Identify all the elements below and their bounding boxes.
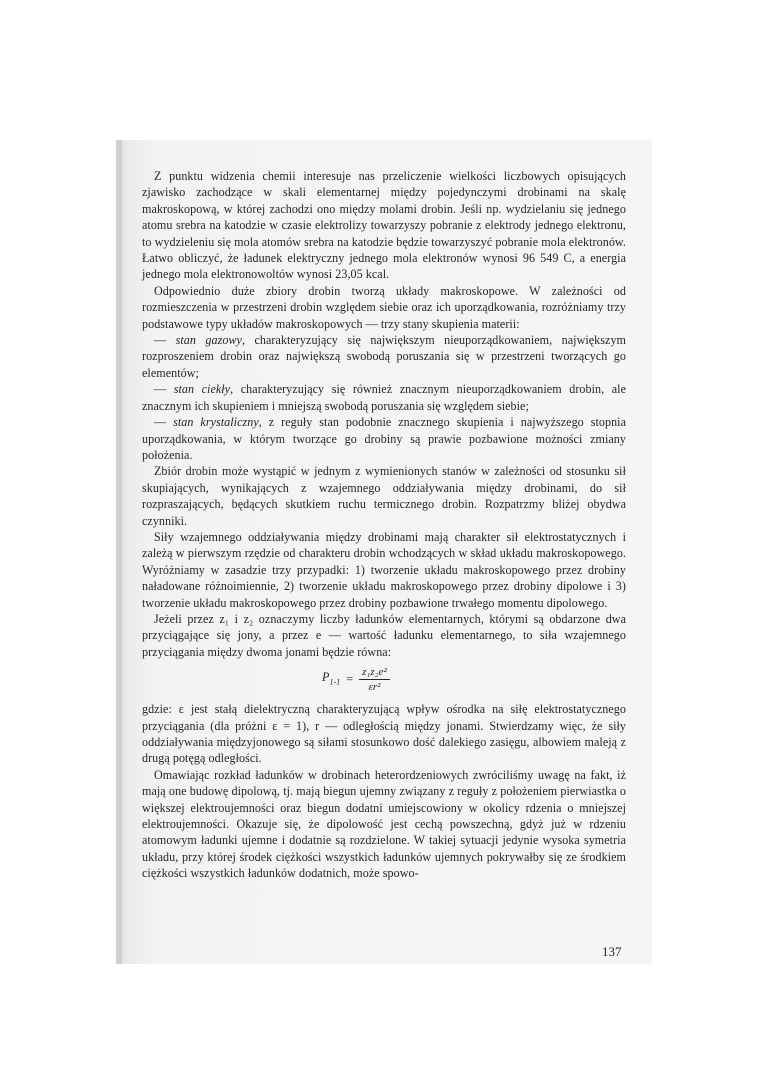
paragraph: Zbiór drobin może wystąpić w jednym z wymienionych stanów w zależności od stosunku sił skupiających, wynikających z wzajemnego oddziaływania między drobinami, do sił rozpraszających, będących skutkiem ruchu termicznego drobin. Rozpatrzmy bliżej obydwa czynniki.	[142, 464, 626, 528]
state-description: , charakteryzujący się również znacznym nieuporządkowaniem drobin, ale znacznym ich skupieniem i mniejszą swobodą poruszania się względem siebie;	[142, 382, 626, 413]
page-binding-shadow	[116, 140, 122, 964]
paragraph: gdzie: ε jest stałą dielektryczną charakteryzującą wpływ ośrodka na siłę elektrostatycznego przyciągania (dla próżni ε = 1), r — odległością między jonami. Stwierdzamy więc, że siły oddziaływania międzyjonowego są siłami stosunkowo dość dalekiego zasięgu, albowiem maleją z drugą potęgą odległości.	[142, 702, 626, 766]
state-description: , charakteryzujący się największym nieuporządkowaniem, największym rozproszeniem drobin oraz największą swobodą poruszania się w przestrzeni tworzących go elementów;	[142, 333, 627, 380]
formula-denominator: εr²	[368, 681, 381, 694]
state-description: , z reguły stan podobnie znacznego skupienia i najwyższego stopnia uporządkowania, w którym tworzące go drobiny są prawie pozbawione możności zmiany położenia.	[142, 415, 626, 462]
paragraph: Siły wzajemnego oddziaływania między drobinami mają charakter sił elektrostatycznych i zależą w pierwszym rzędzie od charakteru drobin wchodzących w skład układu makroskopowego. Wyróżniamy w zasadzie trzy przypadki: 1) tworzenie układu makroskopowego przez drobiny naładowane różnoimiennie, 2) tworzenie układu makroskopowego przez drobiny dipolowe i 3) tworzenie układu makroskopowego przez drobiny pozbawione trwałego momentu dipolowego.	[142, 529, 626, 610]
paragraph: Odpowiednio duże zbiory drobin tworzą układy makroskopowe. W zależności od rozmieszczenia w przestrzeni drobin względem siebie oraz ich uporządkowania, rozróżniamy trzy podstawowe typy układów makroskopowych — trzy stany skupienia materii:	[142, 283, 626, 331]
state-item-crystal: — stan krystaliczny, z reguły stan podobnie znacznego skupienia i najwyższego stopnia uporządkowania, w którym tworzące go drobiny są prawie pozbawione możności zmiany położenia.	[142, 415, 626, 462]
state-item-gas: — stan gazowy, charakteryzujący się największym nieuporządkowaniem, największym rozproszeniem drobin oraz największą swobodą poruszania się w przestrzeni tworzących go elementów;	[142, 333, 627, 380]
formula-lhs: $P_{1-1}$	[322, 669, 341, 687]
state-term: stan gazowy	[175, 333, 242, 348]
paragraph: Z punktu widzenia chemii interesuje nas przeliczenie wielkości liczbowych opisujących zjawisko zachodzące w skali elementarnej między pojedynczymi drobinami na skalę makroskopową, w której zachodzi ono między molami drobin. Jeśli np. wydzielaniu się jednego atomu srebra na katodzie w czasie elektrolizy towarzyszy pobranie z elektrody jednego elektronu, to wydzieleniu się mola atomów srebra na katodzie będzie towarzyszyć pobranie mola elektronów. Łatwo obliczyć, że ładunek elektryczny jednego mola elektronów wynosi 96 549 C, a energia jednego mola elektronowoltów wynosi 23,05 kcal.	[142, 169, 626, 282]
state-item-liquid: — stan ciekły, charakteryzujący się również znacznym nieuporządkowaniem drobin, ale znacznym ich skupieniem i mniejszą swobodą poruszania się względem siebie;	[142, 382, 626, 413]
formula-equals: =	[346, 672, 354, 687]
state-term: stan ciekły	[173, 382, 231, 397]
paragraph: Jeżeli przez z₁ i z₂ oznaczymy liczby ładunków elementarnych, którymi są obdarzone dwa przyciągające się jony, a przez e — wartość ładunku elementarnego, to siła wzajemnego przyciągania między dwoma jonami będzie równa:	[142, 611, 626, 659]
formula-numerator: z₁z₂e²	[359, 665, 390, 680]
coulomb-formula	[142, 665, 626, 694]
page-number: 137	[602, 944, 622, 959]
paragraph: Omawiając rozkład ładunków w drobinach heterordzeniowych zwróciliśmy uwagę na fakt, iż mają one budowę dipolową, tj. mają biegun ujemny związany z reguły z położeniem pierwiastka o większej elektroujemności oraz biegun dodatni umiejscowiony w okolicy rdzenia o mniejszej elektroujemności. Okazuje się, że dipolowość jest cechą powszechną, gdyż już w rdzeniu atomowym ładunki ujemne i dodatnie są rozdzielone. W takiej sytuacji jedynie wysoka symetria układu, przy której środek ciężkości wszystkich ładunków ujemnych pokrywałby się ze środkiem ciężkości wszystkich ładunków dodatnich, może spowo-	[142, 767, 626, 881]
body-text	[142, 168, 626, 882]
formula-fraction	[359, 665, 390, 694]
state-term: stan krystaliczny	[173, 415, 259, 430]
